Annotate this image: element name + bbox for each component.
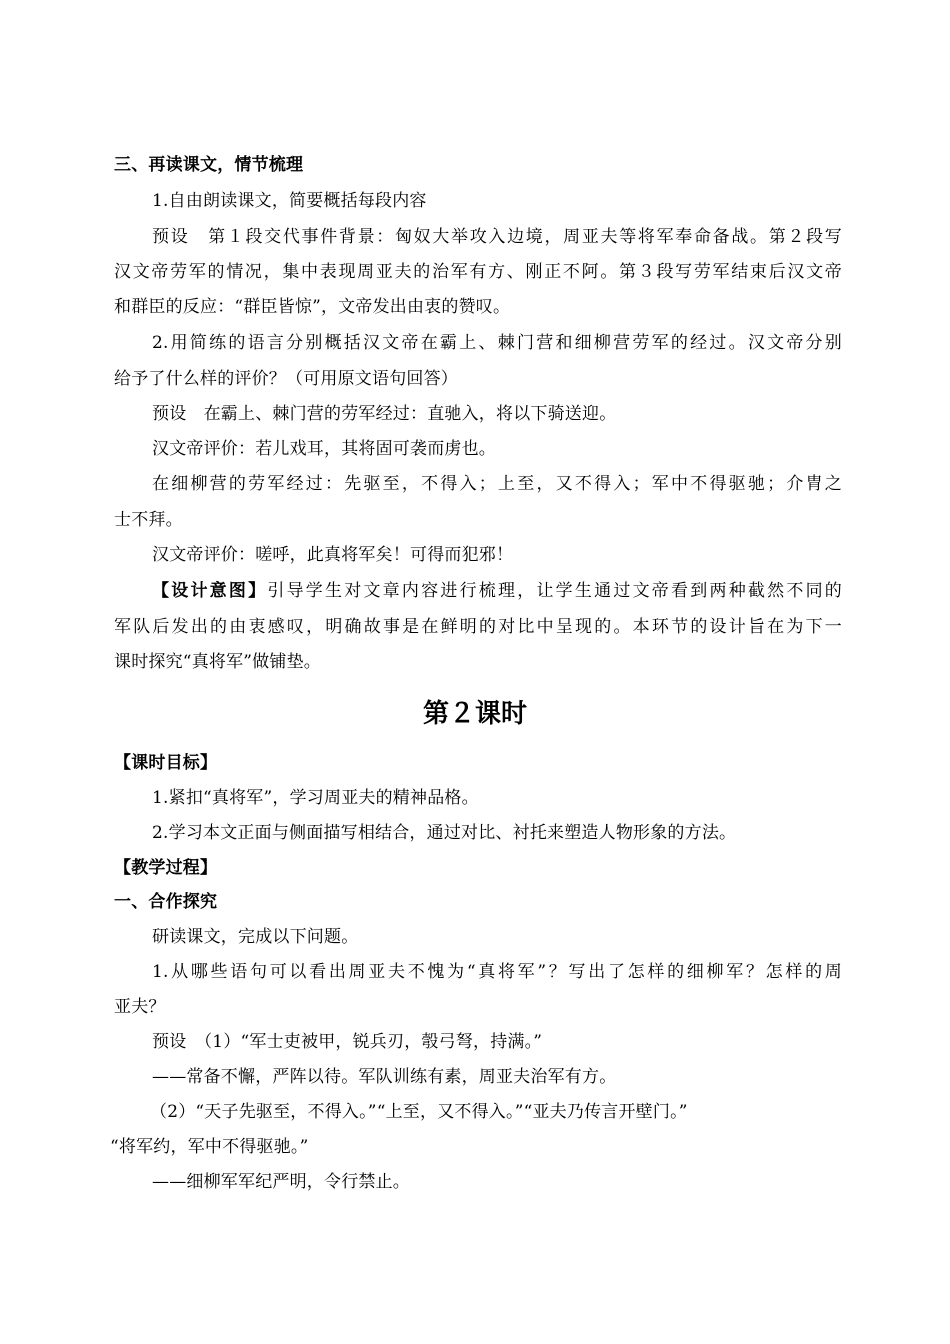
- answer-2-line-2: 汉文帝评价：若儿戏耳，其将固可袭而虏也。: [152, 439, 496, 459]
- point-2-line-1: （2）“天子先驱至，不得入。”“上至，又不得入。”“亚夫乃传言开壁门。”: [150, 1102, 688, 1122]
- goal-2: 2.学习本文正面与侧面描写相结合，通过对比、衬托来塑造人物形象的方法。: [152, 823, 737, 843]
- answer-1-line-1: 预设 第１段交代事件背景：匈奴大举攻入边境，周亚夫等将军奉命备战。第２段写: [152, 227, 842, 247]
- goals-heading: 【课时目标】: [114, 753, 218, 773]
- design-intent-label: 【设计意图】: [152, 581, 268, 601]
- question-2-line-2: 给予了什么样的评价？（可用原文语句回答）: [114, 369, 458, 389]
- question-1: 1.自由朗读课文，简要概括每段内容: [152, 191, 427, 211]
- question-2-line-1: 2.用简练的语言分别概括汉文帝在霸上、棘门营和细柳营劳军的经过。汉文帝分别: [152, 333, 842, 353]
- lesson-title: 第２课时: [422, 699, 527, 729]
- design-intent-line-3: 课时探究“真将军”做铺垫。: [114, 652, 321, 672]
- answer-2-line-4: 士不拜。: [114, 510, 183, 530]
- answer-2-line-5: 汉文帝评价：嗟呼，此真将军矣！可得而犯邪！: [152, 545, 514, 565]
- design-intent-text: 引导学生对文章内容进行梳理，让学生通过文帝看到两种截然不同的: [267, 581, 843, 601]
- part-1-heading: 一、合作探究: [114, 892, 218, 912]
- design-intent-line-1: [152, 579, 842, 603]
- section-heading: 三、再读课文，情节梳理: [114, 155, 304, 175]
- process-heading: 【教学过程】: [114, 858, 218, 878]
- answer-2-line-1: 预设 在霸上、棘门营的劳军经过：直驰入，将以下骑送迎。: [152, 404, 617, 424]
- point-1-line-2: ——常备不懈，严阵以待。军队训练有素，周亚夫治军有方。: [152, 1067, 617, 1087]
- design-intent-line-2: 军队后发出的由衷感叹，明确故事是在鲜明的对比中呈现的。本环节的设计旨在为下一: [114, 617, 842, 637]
- point-2-line-2: “将军约，军中不得驱驰。”: [110, 1137, 309, 1157]
- lesson2-question-1-line-1: 1.从哪些语句可以看出周亚夫不愧为“真将军”？写出了怎样的细柳军？怎样的周: [152, 962, 842, 982]
- lesson2-question-1-line-2: 亚夫？: [114, 997, 166, 1017]
- answer-1-line-2: 汉文帝劳军的情况，集中表现周亚夫的治军有方、刚正不阿。第３段写劳军结束后汉文帝: [114, 262, 842, 282]
- answer-1-line-3: 和群臣的反应：“群臣皆惊”，文帝发出由衷的赞叹。: [114, 297, 511, 317]
- intro-text: 研读课文，完成以下问题。: [152, 927, 359, 947]
- goal-1: 1.紧扣“真将军”，学习周亚夫的精神品格。: [152, 788, 479, 808]
- point-2-line-3: ——细柳军军纪严明，令行禁止。: [152, 1172, 410, 1192]
- point-1-line-1: 预设 （1）“军士吏被甲，锐兵刃，彀弓弩，持满。”: [152, 1032, 543, 1052]
- answer-2-line-3: 在细柳营的劳军经过：先驱至，不得入；上至，又不得入；军中不得驱驰；介胄之: [152, 474, 842, 494]
